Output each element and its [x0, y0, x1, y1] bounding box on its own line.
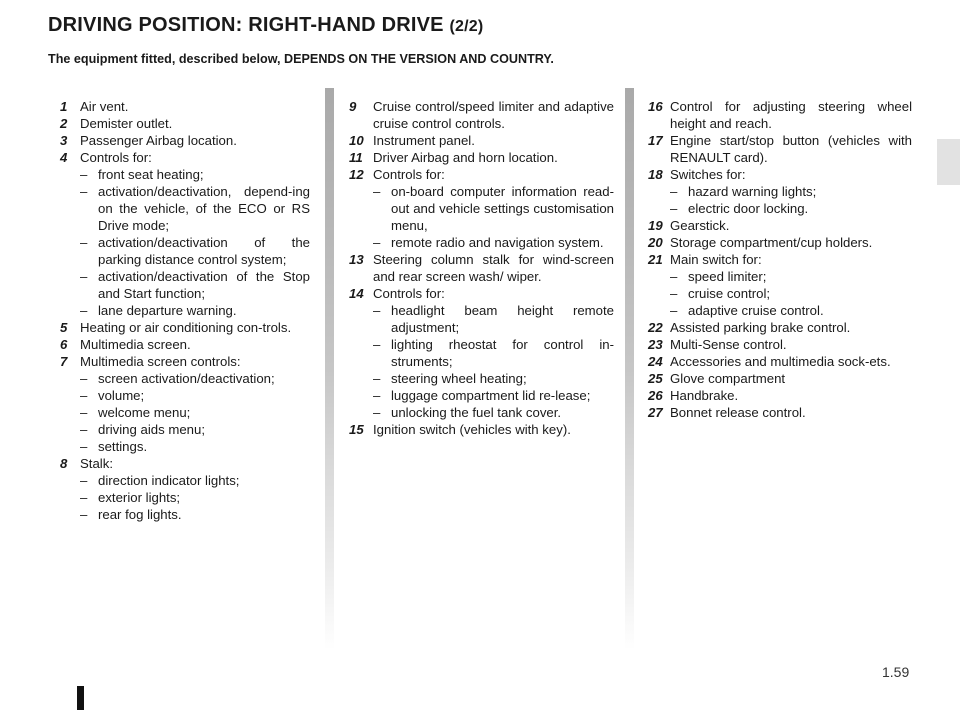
legend-item-text: Ignition switch (vehicles with key). — [373, 422, 571, 437]
dash-bullet: – — [373, 337, 381, 352]
page-number: 1.59 — [882, 664, 910, 680]
legend-subitem-text: remote radio and navigation system. — [391, 235, 604, 250]
legend-item-number: 19 — [648, 218, 663, 233]
legend-item-number: 22 — [648, 320, 663, 335]
legend-item-number: 1 — [60, 99, 68, 114]
legend-subitem — [60, 387, 310, 404]
legend-item-text: Passenger Airbag location. — [80, 133, 237, 148]
legend-subitem-text: activation/deactivation of the Stop and Start function; — [98, 269, 310, 301]
legend-item-text: Steering column stalk for wind-screen and rear screen wash/ wiper. — [373, 252, 614, 284]
legend-subitem — [60, 404, 310, 421]
legend-item-number: 8 — [60, 456, 68, 471]
legend-item-number: 9 — [349, 99, 357, 114]
legend-subitem — [60, 302, 310, 319]
legend-subitem-text: rear fog lights. — [98, 507, 182, 522]
legend-subitem-text: luggage compartment lid re-lease; — [391, 388, 591, 403]
legend-subitem — [650, 268, 912, 285]
legend-subitem-text: activation/deactivation of the parking distance control system; — [98, 235, 310, 267]
legend-subitem — [650, 302, 912, 319]
legend-item — [349, 285, 614, 302]
legend-subitem — [353, 302, 614, 336]
legend-subitem-text: adaptive cruise control. — [688, 303, 824, 318]
page-title-suffix: (2/2) — [449, 18, 484, 35]
legend-item-number: 21 — [648, 252, 663, 267]
legend-item-text: Controls for: — [373, 286, 445, 301]
legend-item — [650, 166, 912, 183]
legend-item — [60, 115, 310, 132]
legend-item-text: Control for adjusting steering wheel height and reach. — [670, 99, 912, 131]
legend-subitem-text: screen activation/deactivation; — [98, 371, 275, 386]
legend-item-number: 6 — [60, 337, 68, 352]
legend-subitem — [60, 183, 310, 234]
legend-item — [650, 353, 912, 370]
legend-item-text: Assisted parking brake control. — [670, 320, 851, 335]
dash-bullet: – — [80, 439, 88, 454]
legend-item-number: 14 — [349, 286, 364, 301]
legend-item-text: Cruise control/speed limiter and adaptive cruise control controls. — [373, 99, 614, 131]
legend-item — [60, 132, 310, 149]
page-title-text: DRIVING POSITION: RIGHT-HAND DRIVE — [48, 14, 444, 36]
dash-bullet: – — [373, 405, 381, 420]
legend-subitem-text: settings. — [98, 439, 148, 454]
legend-subitem — [353, 336, 614, 370]
legend-subitem-text: direction indicator lights; — [98, 473, 240, 488]
column-divider-1 — [325, 88, 334, 650]
legend-item — [349, 251, 614, 285]
legend-subitem — [60, 166, 310, 183]
legend-item-number: 10 — [349, 133, 364, 148]
legend-subitem — [650, 200, 912, 217]
legend-item-text: Multi-Sense control. — [670, 337, 787, 352]
legend-item-number: 11 — [349, 150, 363, 165]
legend-subitem — [60, 438, 310, 455]
dash-bullet: – — [80, 405, 88, 420]
legend-item — [349, 421, 614, 438]
legend-item-number: 7 — [60, 354, 68, 369]
legend-subitem-text: electric door locking. — [688, 201, 809, 216]
legend-item — [60, 149, 310, 166]
legend-item — [650, 234, 912, 251]
legend-subitem — [353, 234, 614, 251]
dash-bullet: – — [80, 269, 88, 284]
legend-column-3 — [650, 98, 912, 421]
dash-bullet: – — [80, 388, 88, 403]
dash-bullet: – — [80, 167, 88, 182]
legend-item-text: Handbrake. — [670, 388, 739, 403]
legend-item — [349, 132, 614, 149]
legend-item — [60, 98, 310, 115]
dash-bullet: – — [373, 235, 381, 250]
dash-bullet: – — [80, 422, 88, 437]
page-title — [48, 14, 483, 37]
dash-bullet: – — [670, 201, 678, 216]
legend-item-number: 2 — [60, 116, 68, 131]
legend-item-text: Switches for: — [670, 167, 746, 182]
equipment-notice: The equipment fitted, described below, DEPENDS ON THE VERSION AND COUNTRY. — [48, 52, 554, 66]
dash-bullet: – — [670, 269, 678, 284]
legend-item-text: Multimedia screen. — [80, 337, 191, 352]
legend-subitem-text: on-board computer information read-out and vehicle settings customisation menu, — [391, 184, 614, 233]
legend-subitem — [60, 472, 310, 489]
legend-item-text: Engine start/stop button (vehicles with RENAULT card). — [670, 133, 912, 165]
legend-item-number: 15 — [349, 422, 364, 437]
legend-item — [60, 336, 310, 353]
legend-item-text: Gearstick. — [670, 218, 730, 233]
legend-subitem — [353, 370, 614, 387]
dash-bullet: – — [80, 371, 88, 386]
section-side-tab — [937, 139, 960, 185]
legend-item — [650, 404, 912, 421]
legend-item-number: 25 — [648, 371, 663, 386]
legend-item — [349, 149, 614, 166]
legend-subitem-text: cruise control; — [688, 286, 771, 301]
legend-item — [349, 166, 614, 183]
legend-item-text: Heating or air conditioning con-trols. — [80, 320, 292, 335]
legend-item — [60, 353, 310, 370]
legend-subitem — [60, 489, 310, 506]
legend-item-number: 27 — [648, 405, 663, 420]
legend-item-text: Storage compartment/cup holders. — [670, 235, 873, 250]
legend-subitem — [353, 387, 614, 404]
legend-subitem-text: exterior lights; — [98, 490, 181, 505]
legend-item — [60, 455, 310, 472]
legend-item-text: Air vent. — [80, 99, 129, 114]
legend-subitem — [60, 421, 310, 438]
dash-bullet: – — [80, 303, 88, 318]
legend-column-2 — [349, 98, 614, 438]
legend-subitem-text: lighting rheostat for control in-struments; — [391, 337, 614, 369]
legend-item — [650, 387, 912, 404]
page-corner-marker — [77, 686, 84, 710]
legend-item — [650, 319, 912, 336]
legend-subitem — [60, 506, 310, 523]
dash-bullet: – — [80, 473, 88, 488]
legend-item — [650, 251, 912, 268]
legend-subitem — [650, 285, 912, 302]
legend-subitem-text: headlight beam height remote adjustment; — [391, 303, 614, 335]
legend-subitem — [650, 183, 912, 200]
dash-bullet: – — [670, 184, 678, 199]
legend-item-text: Instrument panel. — [373, 133, 475, 148]
legend-item-text: Controls for: — [80, 150, 152, 165]
legend-item-text: Glove compartment — [670, 371, 786, 386]
legend-item — [650, 336, 912, 353]
legend-subitem — [60, 370, 310, 387]
legend-subitem-text: hazard warning lights; — [688, 184, 817, 199]
legend-subitem-text: welcome menu; — [98, 405, 191, 420]
legend-column-1 — [60, 98, 310, 523]
legend-subitem-text: activation/deactivation, depend-ing on the vehicle, of the ECO or RS Drive mode; — [98, 184, 310, 233]
legend-item-number: 12 — [349, 167, 364, 182]
legend-item-text: Bonnet release control. — [670, 405, 806, 420]
legend-subitem — [60, 268, 310, 302]
legend-item-text: Controls for: — [373, 167, 445, 182]
legend-item-number: 20 — [648, 235, 663, 250]
legend-item — [650, 132, 912, 166]
legend-subitem — [353, 183, 614, 234]
legend-item-number: 5 — [60, 320, 68, 335]
dash-bullet: – — [670, 286, 678, 301]
legend-item — [650, 217, 912, 234]
legend-item — [650, 370, 912, 387]
legend-item-number: 17 — [648, 133, 663, 148]
legend-subitem-text: volume; — [98, 388, 145, 403]
legend-subitem-text: speed limiter; — [688, 269, 767, 284]
legend-item-text: Demister outlet. — [80, 116, 173, 131]
legend-subitem-text: unlocking the fuel tank cover. — [391, 405, 562, 420]
dash-bullet: – — [80, 507, 88, 522]
legend-item-number: 23 — [648, 337, 663, 352]
dash-bullet: – — [670, 303, 678, 318]
legend-item-text: Stalk: — [80, 456, 113, 471]
legend-subitem-text: steering wheel heating; — [391, 371, 527, 386]
legend-item-number: 3 — [60, 133, 68, 148]
legend-subitem-text: driving aids menu; — [98, 422, 206, 437]
dash-bullet: – — [373, 303, 381, 318]
legend-item-number: 24 — [648, 354, 663, 369]
legend-item-number: 18 — [648, 167, 663, 182]
dash-bullet: – — [373, 184, 381, 199]
legend-subitem-text: lane departure warning. — [98, 303, 237, 318]
legend-item-text: Accessories and multimedia sock-ets. — [670, 354, 891, 369]
dash-bullet: – — [373, 388, 381, 403]
legend-item-number: 13 — [349, 252, 364, 267]
legend-item-number: 4 — [60, 150, 68, 165]
column-divider-2 — [625, 88, 634, 650]
dash-bullet: – — [80, 184, 88, 199]
legend-subitem — [353, 404, 614, 421]
legend-item — [349, 98, 614, 132]
legend-item-text: Multimedia screen controls: — [80, 354, 241, 369]
legend-subitem — [60, 234, 310, 268]
legend-item — [60, 319, 310, 336]
dash-bullet: – — [80, 235, 88, 250]
dash-bullet: – — [80, 490, 88, 505]
dash-bullet: – — [373, 371, 381, 386]
legend-item-text: Main switch for: — [670, 252, 762, 267]
legend-item-number: 16 — [648, 99, 663, 114]
legend-item-number: 26 — [648, 388, 663, 403]
legend-subitem-text: front seat heating; — [98, 167, 204, 182]
legend-item — [650, 98, 912, 132]
legend-item-text: Driver Airbag and horn location. — [373, 150, 558, 165]
